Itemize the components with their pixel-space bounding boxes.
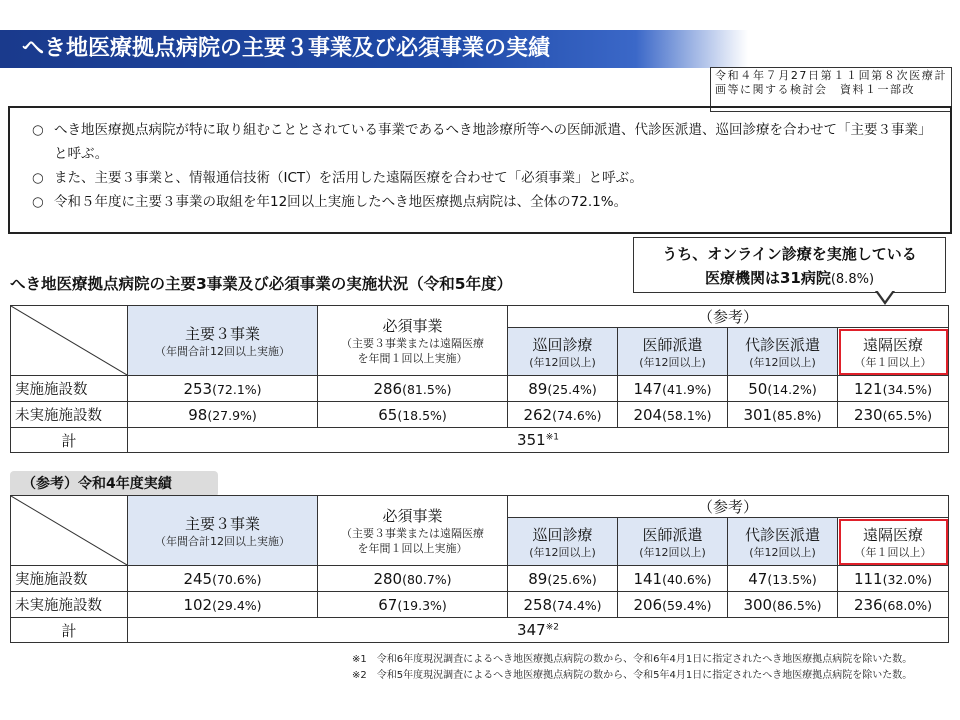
results-table-r4 (10, 495, 949, 643)
table-row (11, 376, 949, 402)
header-required (318, 306, 508, 376)
header-required-sub2: を年間１回以上実施） (357, 542, 468, 555)
cell-count: 98 (188, 405, 208, 424)
cell (618, 592, 728, 618)
summary-text: また、主要３事業と、情報通信技術（ICT）を活用した遠隔医療を合わせて「必須事業」と呼ぶ。 (54, 170, 643, 186)
cell (508, 566, 618, 592)
header-enkaku-label: 遠隔医療 (863, 525, 924, 544)
summary-item (32, 118, 936, 166)
cell-count: 300 (743, 595, 773, 614)
header-enkaku-label: 遠隔医療 (863, 335, 924, 354)
header-daishin-label: 代診医派遣 (744, 335, 820, 354)
header-required-label: 必須事業 (382, 317, 443, 335)
header-enkaku-sub: （年１回以上） (854, 355, 932, 369)
header-required-sub1: （主要３事業または遠隔医療 (341, 527, 484, 540)
callout-pointer-fill (877, 290, 893, 301)
table-caption-r5: へき地医療拠点病院の主要3事業及び必須事業の実施状況（令和5年度） (10, 275, 513, 293)
cell (318, 592, 508, 618)
reference-caption-r4: （参考）令和4年度実績 (10, 471, 218, 497)
meeting-note: 令和４年７月27日第１１回第８次医療計画等に関する検討会 資料１一部改 (710, 67, 952, 112)
header-haken-sub: (年12回以上) (639, 355, 706, 369)
cell-count: 102 (183, 595, 213, 614)
header-required-label: 必須事業 (382, 507, 443, 525)
cell (728, 402, 838, 428)
table-row (11, 402, 949, 428)
diagonal-corner-cell (11, 496, 128, 566)
cell-count: 253 (183, 379, 213, 398)
summary-item (32, 166, 936, 190)
header-enkaku (838, 328, 949, 376)
row-label-not-done: 未実施施設数 (11, 402, 128, 428)
header-haken (618, 518, 728, 566)
diagonal-corner-cell (11, 306, 128, 376)
cell (728, 566, 838, 592)
cell-percent: (34.5%) (882, 381, 933, 397)
header-required (318, 496, 508, 566)
header-daishin (728, 328, 838, 376)
total-footnote-mark: ※1 (545, 432, 559, 443)
cell-percent: (59.4%) (662, 597, 712, 613)
total-count: 347 (517, 621, 546, 639)
cell-percent: (81.5%) (402, 381, 452, 397)
cell-percent: (14.2%) (767, 381, 817, 397)
header-haken-label: 医師派遣 (642, 525, 703, 544)
diagonal-line-icon (11, 306, 127, 375)
cell-percent: (40.6%) (662, 571, 712, 587)
cell (838, 402, 949, 428)
row-label-total: 計 (11, 428, 128, 453)
online-care-callout (633, 237, 946, 293)
cell (618, 376, 728, 402)
cell-count: 89 (528, 569, 548, 588)
header-junkai (508, 518, 618, 566)
cell-count: 89 (528, 379, 548, 398)
summary-text: へき地医療拠点病院が特に取り組むこととされている事業であるへき地診療所等への医師派遣、代診医派遣、巡回診療を合わせて「主要３事業」と呼ぶ。 (54, 122, 932, 162)
header-daishin-sub: (年12回以上) (749, 545, 816, 559)
total-cell (128, 618, 949, 643)
footnotes (352, 652, 912, 684)
header-main3-sub: （年間合計12回以上実施） (155, 534, 290, 548)
cell-count: 67 (378, 595, 398, 614)
footnote-1: ※1 令和6年度現況調査によるへき地医療拠点病院の数から、令和6年4月1日に指定されたへき地医療拠点病院を除いた数。 (352, 654, 913, 665)
total-count: 351 (517, 431, 546, 449)
callout-line2 (634, 266, 945, 292)
total-cell (128, 428, 949, 453)
header-haken (618, 328, 728, 376)
cell-count: 258 (523, 595, 553, 614)
bullet-circle-icon: ○ (32, 170, 44, 186)
cell-count: 65 (378, 405, 398, 424)
cell (508, 592, 618, 618)
cell (618, 566, 728, 592)
cell-percent: (80.7%) (402, 571, 452, 587)
cell-percent: (27.9%) (207, 407, 257, 423)
cell (838, 592, 949, 618)
cell-percent: (13.5%) (767, 571, 817, 587)
table-row (11, 592, 949, 618)
row-label-total: 計 (11, 618, 128, 643)
cell-count: 204 (633, 405, 663, 424)
cell (128, 566, 318, 592)
cell (728, 592, 838, 618)
cell (508, 402, 618, 428)
cell-count: 50 (748, 379, 768, 398)
header-daishin-sub: (年12回以上) (749, 355, 816, 369)
cell-count: 121 (853, 379, 883, 398)
cell (838, 376, 949, 402)
cell-count: 111 (853, 569, 883, 588)
cell-percent: (74.6%) (552, 407, 602, 423)
cell-count: 286 (373, 379, 403, 398)
header-enkaku-sub: （年１回以上） (854, 545, 932, 559)
header-enkaku (838, 518, 949, 566)
cell-count: 206 (633, 595, 663, 614)
header-main3 (128, 496, 318, 566)
cell-percent: (25.4%) (547, 381, 597, 397)
cell-count: 280 (373, 569, 403, 588)
cell-percent: (65.5%) (882, 407, 933, 423)
cell (318, 402, 508, 428)
table-row-total (11, 428, 949, 453)
header-daishin (728, 518, 838, 566)
header-reference: （参考） (508, 306, 949, 328)
cell-count: 301 (743, 405, 773, 424)
cell-percent: (68.0%) (882, 597, 933, 613)
cell-count: 141 (633, 569, 663, 588)
cell (838, 566, 949, 592)
cell-percent: (25.6%) (547, 571, 597, 587)
cell-percent: (32.0%) (882, 571, 933, 587)
cell-percent: (74.4%) (552, 597, 602, 613)
cell (728, 376, 838, 402)
footnote-2: ※2 令和5年度現況調査によるへき地医療拠点病院の数から、令和5年4月1日に指定されたへき地医療拠点病院を除いた数。 (352, 670, 913, 681)
cell (618, 402, 728, 428)
summary-item (32, 190, 936, 214)
header-main3-label: 主要３事業 (184, 324, 260, 343)
cell (128, 376, 318, 402)
header-main3 (128, 306, 318, 376)
summary-box (8, 106, 952, 234)
callout-percent: (8.8%) (830, 272, 875, 287)
summary-text: 令和５年度に主要３事業の取組を年12回以上実施したへき地医療拠点病院は、全体の72.1%。 (54, 194, 628, 210)
header-required-sub2: を年間１回以上実施） (357, 352, 468, 365)
header-haken-label: 医師派遣 (642, 335, 703, 354)
header-required-sub1: （主要３事業または遠隔医療 (341, 337, 484, 350)
cell-percent: (19.3%) (397, 597, 447, 613)
cell-percent: (72.1%) (212, 381, 262, 397)
cell-count: 47 (748, 569, 768, 588)
cell-count: 147 (633, 379, 663, 398)
header-junkai-label: 巡回診療 (532, 525, 593, 544)
cell-percent: (58.1%) (662, 407, 712, 423)
header-main3-label: 主要３事業 (184, 514, 260, 533)
cell-percent: (41.9%) (662, 381, 712, 397)
cell-count: 230 (853, 405, 883, 424)
row-label-done: 実施施設数 (11, 566, 128, 592)
cell-percent: (86.5%) (772, 597, 822, 613)
header-main3-sub: （年間合計12回以上実施） (155, 344, 290, 358)
callout-line1: うち、オンライン診療を実施している (662, 245, 917, 263)
header-daishin-label: 代診医派遣 (744, 525, 820, 544)
header-junkai-sub: (年12回以上) (529, 355, 596, 369)
bullet-circle-icon: ○ (32, 194, 44, 210)
page-title: へき地医療拠点病院の主要３事業及び必須事業の実績 (0, 30, 748, 68)
header-junkai-sub: (年12回以上) (529, 545, 596, 559)
header-junkai-label: 巡回診療 (532, 335, 593, 354)
cell-count: 262 (523, 405, 553, 424)
cell-percent: (70.6%) (212, 571, 262, 587)
cell (508, 376, 618, 402)
row-label-not-done: 未実施施設数 (11, 592, 128, 618)
cell-percent: (18.5%) (397, 407, 447, 423)
cell-count: 236 (853, 595, 883, 614)
cell-percent: (85.8%) (772, 407, 822, 423)
cell (128, 402, 318, 428)
row-label-done: 実施施設数 (11, 376, 128, 402)
results-table-r5 (10, 305, 949, 453)
diagonal-line-icon (11, 496, 127, 565)
header-haken-sub: (年12回以上) (639, 545, 706, 559)
cell (128, 592, 318, 618)
header-reference: （参考） (508, 496, 949, 518)
table-row-total (11, 618, 949, 643)
header-junkai (508, 328, 618, 376)
cell (318, 566, 508, 592)
cell-percent: (29.4%) (212, 597, 262, 613)
callout-count: 医療機関は31病院 (704, 269, 831, 287)
bullet-circle-icon: ○ (32, 122, 44, 138)
cell (318, 376, 508, 402)
cell-count: 245 (183, 569, 213, 588)
total-footnote-mark: ※2 (545, 622, 559, 633)
table-row (11, 566, 949, 592)
